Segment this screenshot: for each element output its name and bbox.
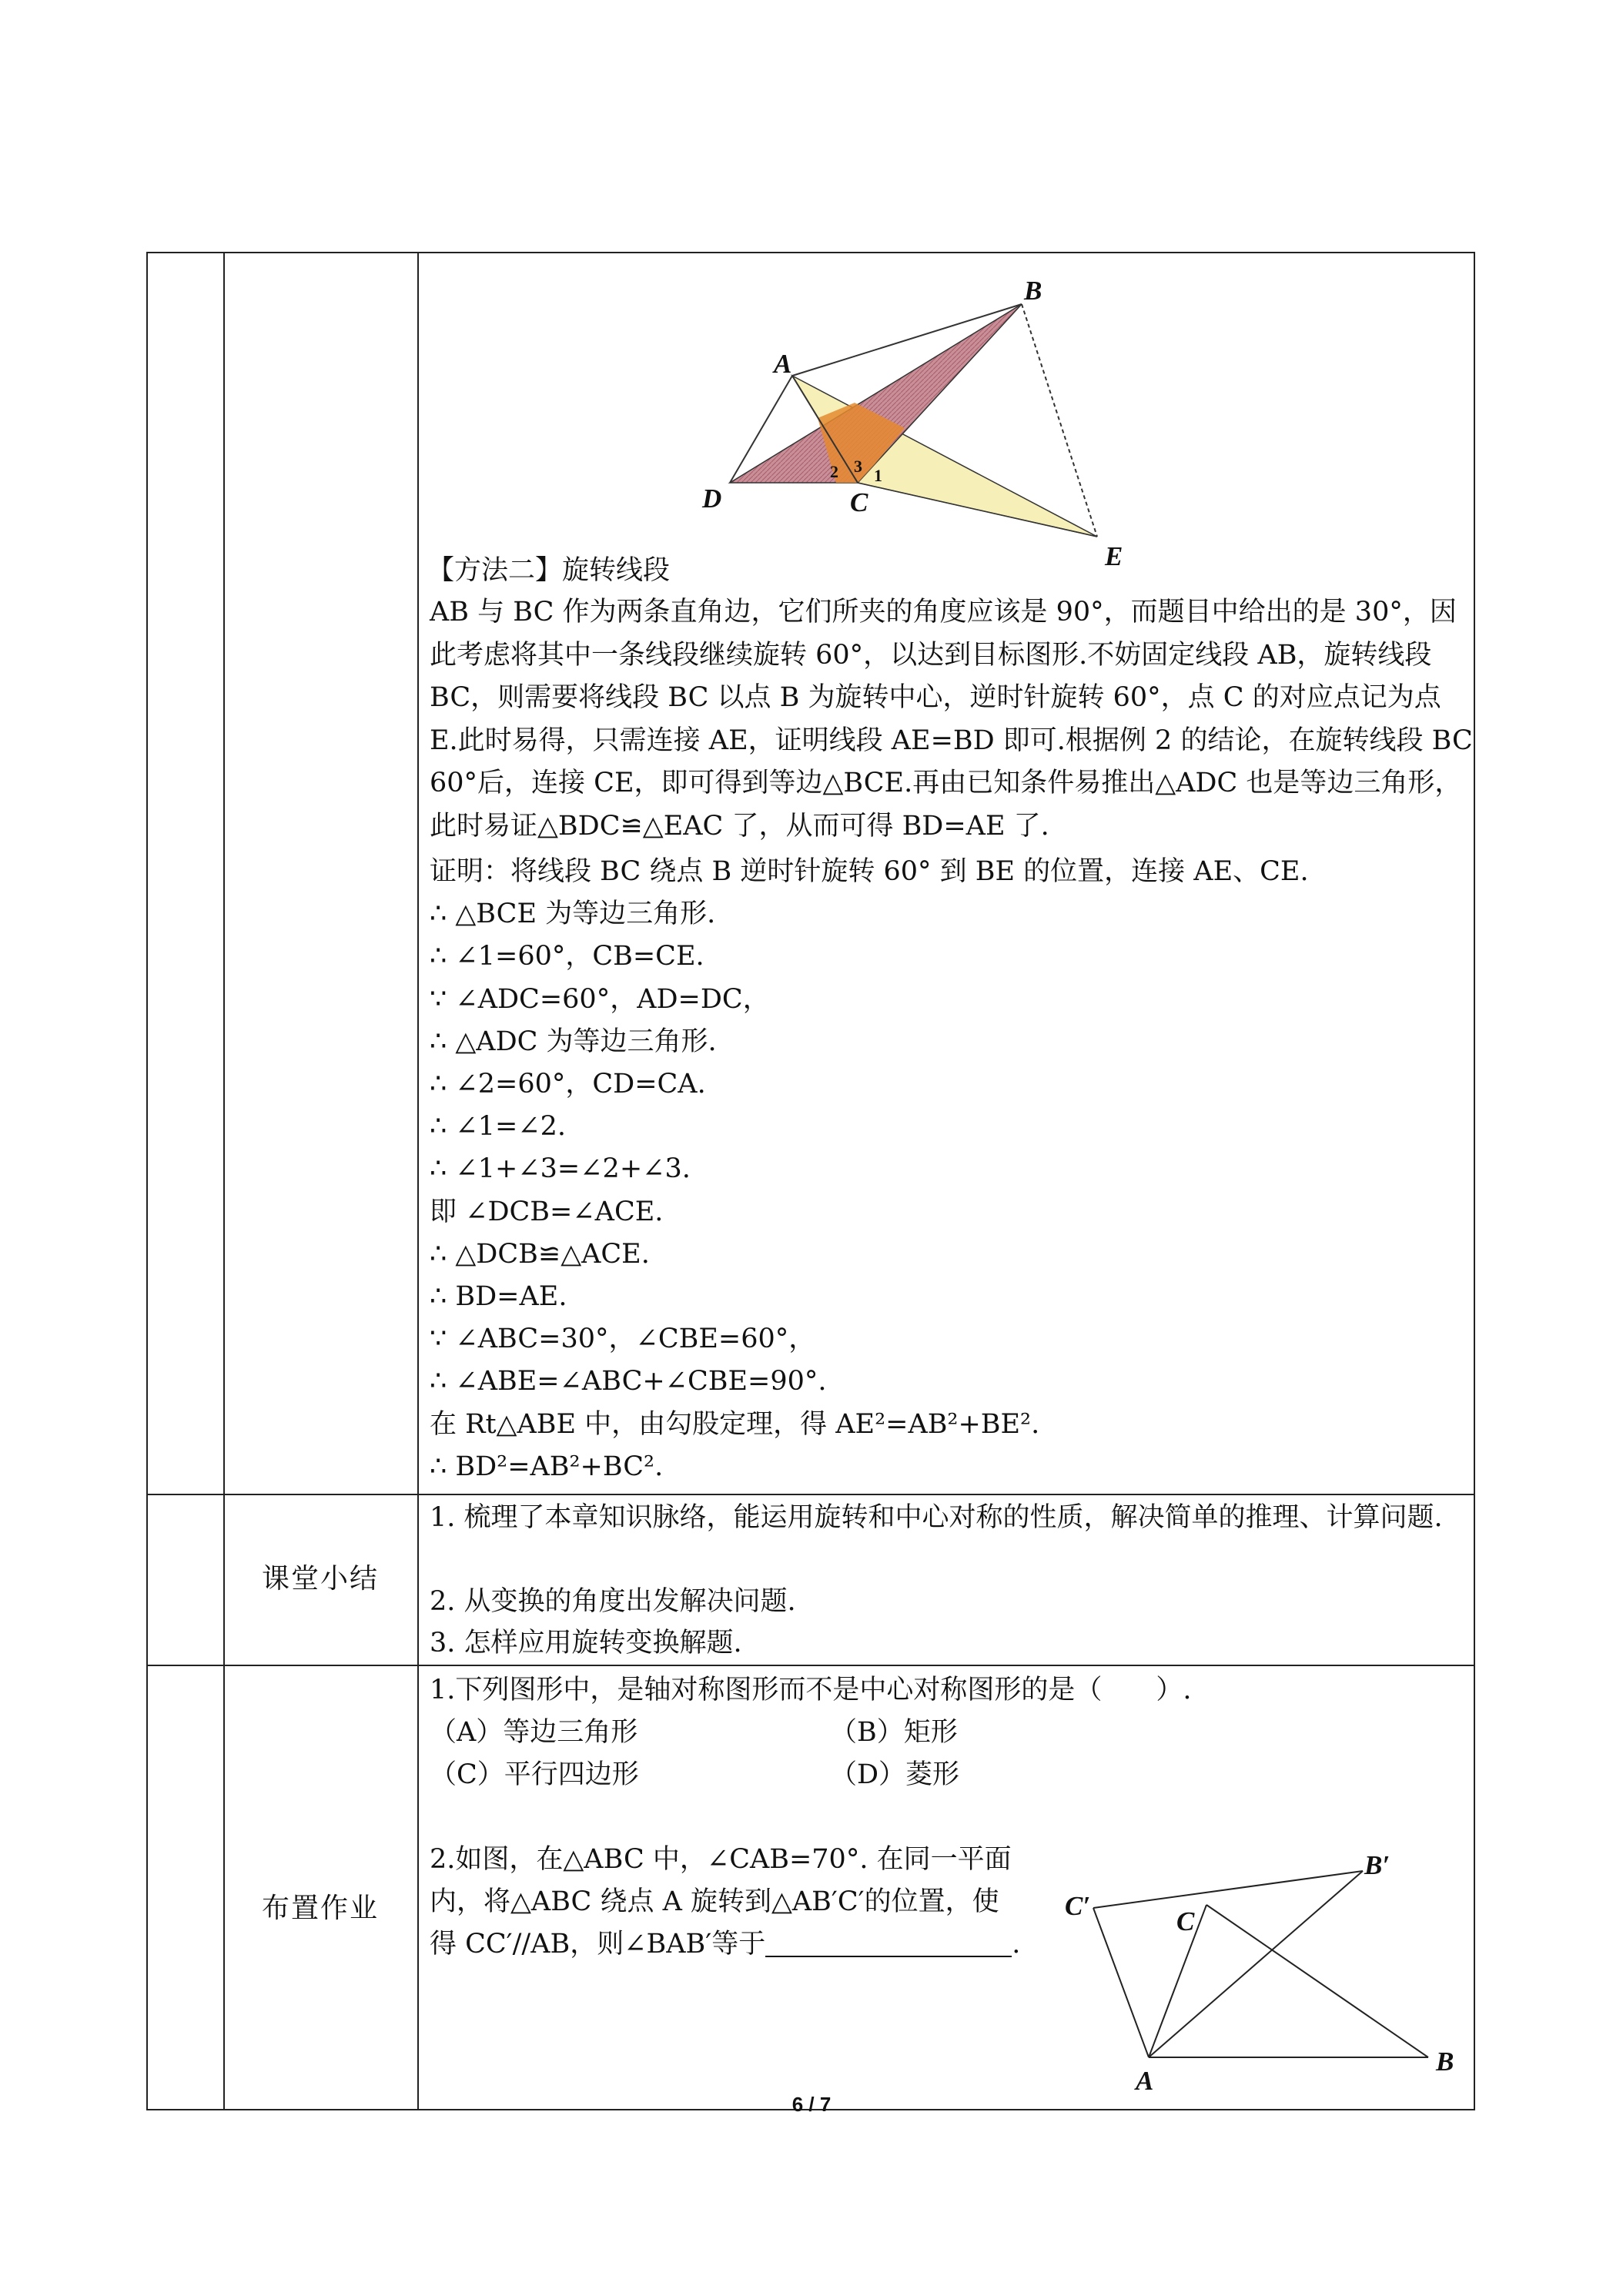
page-number: 6 / 7	[791, 2093, 832, 2116]
fig2-label-c-prime: C′	[1065, 1891, 1091, 1921]
summary-item-1: 1. 梳理了本章知识脉络，能运用旋转和中心对称的性质，解决简单的推理、计算问题.	[430, 1502, 1443, 1533]
segment-be	[1022, 304, 1097, 537]
summary-label: 课堂小结	[262, 1563, 380, 1595]
table-col-divider-2	[417, 252, 419, 2110]
proof-line-7: ∴ ∠1=∠2.	[430, 1111, 567, 1142]
segment-c-prime-b-prime	[1093, 1871, 1363, 1908]
homework-q2-line-1: 2.如图，在△ABC 中，∠CAB=70°. 在同一平面	[430, 1844, 1012, 1875]
proof-line-2: ∴ △BCE 为等边三角形.	[430, 899, 716, 929]
rotation-figure-2	[1062, 1848, 1463, 2094]
homework-label: 布置作业	[262, 1893, 380, 1924]
fig1-angle-1: 1	[874, 466, 882, 485]
proof-line-3: ∴ ∠1=60°，CB=CE.	[430, 941, 704, 972]
fig1-label-a: A	[774, 349, 792, 379]
segment-a-b-prime	[1149, 1871, 1363, 2057]
fig1-label-d: D	[702, 484, 722, 514]
proof-line-1: 证明：将线段 BC 绕点 B 逆时针旋转 60° 到 BE 的位置，连接 AE、CE.	[430, 856, 1309, 887]
homework-q1: 1.下列图形中，是轴对称图形而不是中心对称图形的是（ ）.	[430, 1675, 1192, 1705]
fig1-label-e: E	[1105, 541, 1123, 571]
homework-q1-option-c: （C）平行四边形	[430, 1759, 639, 1790]
proof-line-14: 在 Rt△ABE 中，由勾股定理，得 AE²=AB²+BE².	[430, 1409, 1040, 1440]
homework-q2-line-2: 内，将△ABC 绕点 A 旋转到△AB′C′的位置，使	[430, 1886, 999, 1917]
summary-item-2: 2. 从变换的角度出发解决问题.	[430, 1586, 796, 1617]
homework-q2-line-3	[430, 1923, 1020, 1966]
homework-q1-option-a: （A）等边三角形	[430, 1717, 638, 1748]
table-row-divider-2	[146, 1665, 1475, 1666]
proof-line-5: ∴ △ADC 为等边三角形.	[430, 1026, 717, 1057]
segment-a-c-prime	[1093, 1908, 1149, 2057]
homework-q2-end: .	[1012, 1929, 1021, 1960]
proof-line-10: ∴ △DCB≌△ACE.	[430, 1239, 650, 1270]
intro-paragraph: AB 与 BC 作为两条直角边，它们所夹的角度应该是 90°，而题目中给出的是 30°，因此考虑将其中一条线段继续旋转 60°，以达到目标图形.不妨固定线段 AB，旋转线段 BC，则需要将线段 BC 以点 B 为旋转中心，逆时针旋转 60°，点 C 的对应点记为点 E.此时易得，只需连接 AE，证明线段 AE=BD 即可.根据例 2 的结论，在旋转线段 BC 60°后，连接 CE，即可得到等边△BCE.再由已知条件易推出△ADC 也是等边三角形，此时易证△BDC≌△EAC 了，从而可得 BD=AE 了.	[430, 597, 1473, 842]
fig1-angle-2: 2	[830, 462, 838, 481]
summary-item-3: 3. 怎样应用旋转变换解题.	[430, 1628, 742, 1658]
segment-c-b	[1206, 1905, 1428, 2057]
fig1-label-b: B	[1024, 276, 1042, 306]
proof-line-6: ∴ ∠2=60°，CD=CA.	[430, 1069, 706, 1099]
fig2-label-b-prime: B′	[1364, 1850, 1390, 1880]
rotation-figure-1	[693, 266, 1124, 574]
proof-line-15: ∴ BD²=AB²+BC².	[430, 1451, 664, 1482]
homework-q1-option-d: （D）菱形	[830, 1759, 960, 1790]
proof-line-8: ∴ ∠1+∠3=∠2+∠3.	[430, 1153, 691, 1184]
proof-line-11: ∴ BD=AE.	[430, 1281, 567, 1312]
fig1-label-c: C	[850, 487, 868, 517]
fig2-label-c: C	[1176, 1906, 1195, 1936]
table-row-divider-1	[146, 1494, 1475, 1495]
fig1-angle-3: 3	[854, 457, 862, 476]
homework-q2-line-3-text: 得 CC′//AB，则∠BAB′等于	[430, 1929, 766, 1960]
fig2-label-b: B	[1436, 2047, 1454, 2077]
table-col-divider-1	[223, 252, 225, 2110]
proof-line-12: ∵ ∠ABC=30°，∠CBE=60°，	[430, 1324, 816, 1354]
method-title: 【方法二】旋转线段	[427, 555, 671, 586]
proof-line-13: ∴ ∠ABE=∠ABC+∠CBE=90°.	[430, 1366, 827, 1397]
fig2-label-a: A	[1136, 2066, 1154, 2096]
proof-line-4: ∵ ∠ADC=60°，AD=DC，	[430, 984, 770, 1015]
answer-blank[interactable]	[765, 1930, 1012, 1957]
proof-line-9: 即 ∠DCB=∠ACE.	[430, 1197, 664, 1227]
homework-q1-option-b: （B）矩形	[830, 1717, 958, 1748]
